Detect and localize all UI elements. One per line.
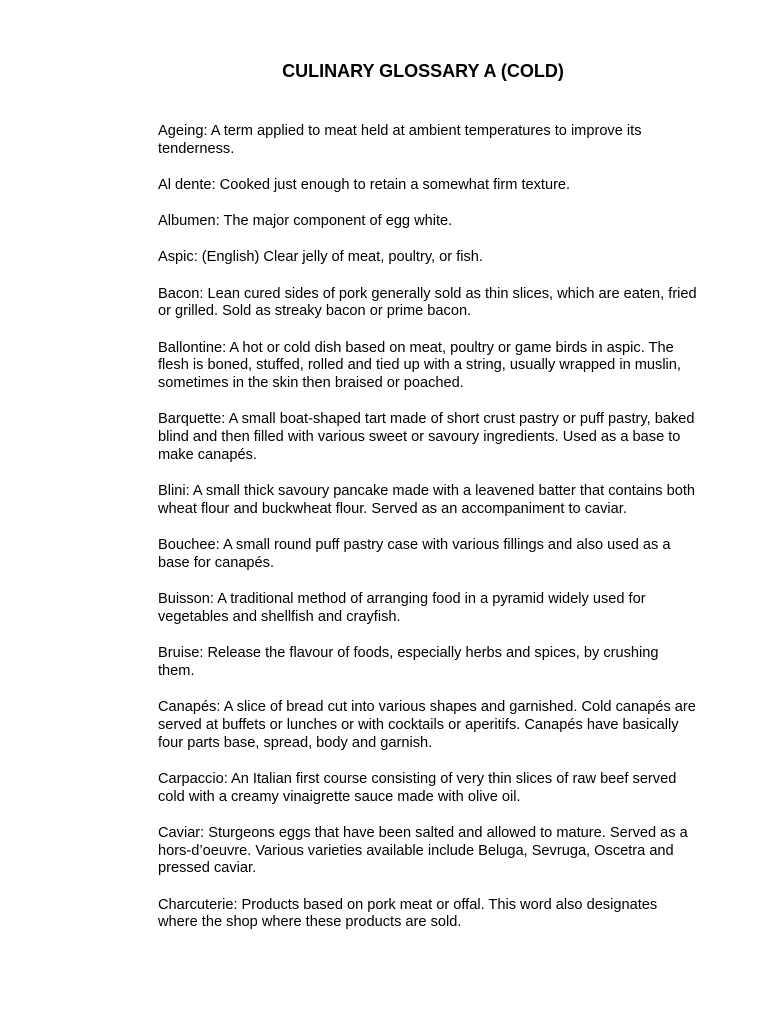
glossary-entry: Canapés: A slice of bread cut into various shapes and garnished. Cold canapés are served at buffets or lunches or with cocktails or aperitifs. Canapés have basically four parts base, spread, body and garnish. xyxy=(158,699,696,751)
entry-definition: Sturgeons eggs that have been salted and allowed to mature. Served as a hors-d’oeuvre. Various varieties available include Beluga, Sevruga, Oscetra and pressed caviar. xyxy=(158,824,688,877)
glossary-entry: Caviar: Sturgeons eggs that have been salted and allowed to mature. Served as a hors-d’oeuvre. Various varieties available include Beluga, Sevruga, Oscetra and pressed caviar. xyxy=(158,824,688,877)
entry-term: Aspic xyxy=(158,249,194,266)
glossary-entry: Buisson: A traditional method of arranging food in a pyramid widely used for vegetables and shellfish and crayfish. xyxy=(158,591,646,625)
glossary-entry: Bruise: Release the flavour of foods, especially herbs and spices, by crushing them. xyxy=(158,645,659,679)
entry-definition: A traditional method of arranging food in a pyramid widely used for vegetables and shellfish and crayfish. xyxy=(158,591,646,625)
glossary-entry: Charcuterie: Products based on pork meat or offal. This word also designates where the shop where these products are sold. xyxy=(158,896,658,931)
page-title: CULINARY GLOSSARY A (COLD) xyxy=(282,61,564,81)
entry-term: Barquette xyxy=(158,411,222,428)
glossary-entry: Bouchee: A small round puff pastry case with various fillings and also used as a base for canapés. xyxy=(158,537,671,571)
entry-term: Albumen xyxy=(158,213,216,230)
entry-term: Ageing xyxy=(158,123,204,139)
glossary-entry: Al dente: Cooked just enough to retain a somewhat firm texture. xyxy=(158,176,571,193)
glossary-entry: Ballontine: A hot or cold dish based on meat, poultry or game birds in aspic. The flesh is boned, stuffed, rolled and tied up with a string, usually wrapped in muslin, sometimes in the skin then braised or poached. xyxy=(158,339,681,392)
entry-term: Buisson xyxy=(158,591,210,608)
glossary-entry: Aspic: (English) Clear jelly of meat, poultry, or fish. xyxy=(158,249,483,266)
entry-definition: Release the flavour of foods, especially herbs and spices, by crushing them. xyxy=(158,645,659,679)
entry-definition: Lean cured sides of pork generally sold as thin slices, which are eaten, fried or grilled. Sold as streaky bacon or prime bacon. xyxy=(158,285,697,320)
entry-term: Canapés xyxy=(158,699,217,716)
entry-definition: Products based on pork meat or offal. This word also designates where the shop where these products are sold. xyxy=(158,896,658,931)
entry-term: Blini xyxy=(158,483,186,500)
entry-term: Bruise xyxy=(158,645,200,662)
entry-definition: A small round puff pastry case with various fillings and also used as a base for canapés. xyxy=(158,537,671,571)
entry-definition: Cooked just enough to retain a somewhat firm texture. xyxy=(219,176,571,193)
entry-term: Al dente xyxy=(158,176,212,193)
entry-definition: The major component of egg white. xyxy=(223,213,453,230)
entry-definition: A term applied to meat held at ambient temperatures to improve its tenderness. xyxy=(158,123,642,157)
entry-definition: An Italian first course consisting of very thin slices of raw beef served cold with a creamy vinaigrette sauce made with olive oil. xyxy=(158,770,677,805)
entry-term: Bacon xyxy=(158,285,200,302)
entry-definition: A slice of bread cut into various shapes and garnished. Cold canapés are served at buffets or lunches or with cocktails or aperitifs. Canapés have basically four parts base, spread, body and garnish. xyxy=(158,699,696,751)
glossary-entry: Barquette: A small boat-shaped tart made of short crust pastry or puff pastry, baked blind and then filled with various sweet or savoury ingredients. Used as a base to make canapés. xyxy=(158,411,695,463)
entry-term: Charcuterie xyxy=(158,896,234,913)
entry-definition: A hot or cold dish based on meat, poultry or game birds in aspic. The flesh is boned, stuffed, rolled and tied up with a string, usually wrapped in muslin, sometimes in the skin then braised or poached. xyxy=(158,339,681,392)
entry-definition: A small boat-shaped tart made of short crust pastry or puff pastry, baked blind and then filled with various sweet or savoury ingredients. Used as a base to make canapés. xyxy=(158,411,695,463)
glossary-entry: Ageing: A term applied to meat held at ambient temperatures to improve its tenderness. xyxy=(158,123,642,157)
entry-term: Ballontine xyxy=(158,339,223,356)
glossary-entry: Carpaccio: An Italian first course consisting of very thin slices of raw beef served cold with a creamy vinaigrette sauce made with olive oil. xyxy=(158,770,677,805)
entry-term: Bouchee xyxy=(158,537,216,554)
glossary-entry: Blini: A small thick savoury pancake made with a leavened batter that contains both wheat flour and buckwheat flour. Served as an accompaniment to caviar. xyxy=(158,483,696,517)
glossary-entry: Bacon: Lean cured sides of pork generally sold as thin slices, which are eaten, fried or grilled. Sold as streaky bacon or prime bacon. xyxy=(158,285,697,320)
entry-term: Caviar xyxy=(158,824,201,841)
entry-definition: (English) Clear jelly of meat, poultry, or fish. xyxy=(201,249,483,266)
entry-definition: A small thick savoury pancake made with a leavened batter that contains both wheat flour and buckwheat flour. Served as an accompaniment to caviar. xyxy=(158,483,696,517)
glossary-entry: Albumen: The major component of egg white. xyxy=(158,213,453,230)
glossary-list xyxy=(158,123,698,951)
entry-term: Carpaccio xyxy=(158,770,224,787)
